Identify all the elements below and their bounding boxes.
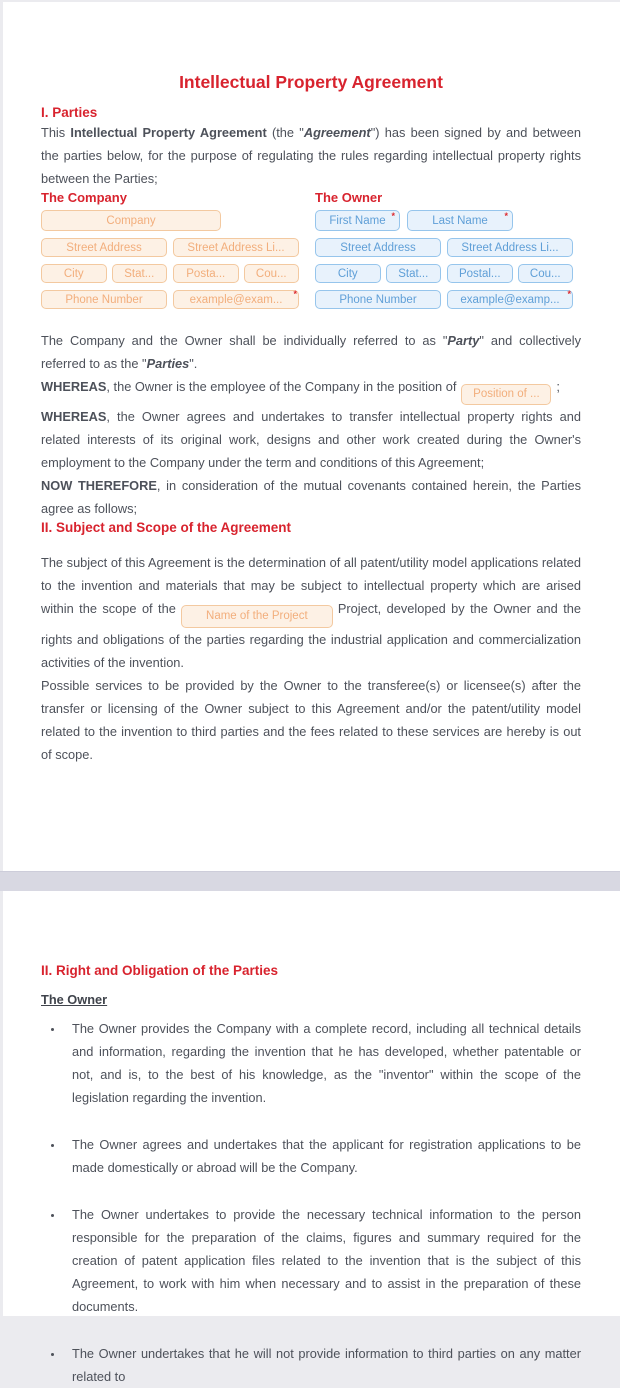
now-therefore-paragraph bbox=[41, 474, 581, 520]
text-run: This bbox=[41, 125, 71, 140]
owner-country-placeholder: Cou... bbox=[529, 267, 561, 280]
owner-state-placeholder: Stat... bbox=[398, 267, 429, 280]
text-run-bold-italic: Agreement bbox=[303, 125, 371, 140]
text-run: ". bbox=[189, 356, 198, 371]
owner-street2-placeholder: Street Address Li... bbox=[461, 241, 559, 254]
project-name-field[interactable] bbox=[181, 605, 333, 628]
company-email-placeholder: example@exam... bbox=[189, 293, 283, 306]
company-state-field[interactable] bbox=[112, 264, 167, 283]
owner-name-row bbox=[315, 210, 580, 231]
text-run: (the " bbox=[266, 125, 304, 140]
company-email-field[interactable] bbox=[173, 290, 299, 309]
owner-last-name-placeholder: Last Name bbox=[432, 214, 488, 227]
list-item: • The Owner agrees and undertakes that the applicant for registration applications to be made domestically or abroad will be the Company. bbox=[64, 1133, 581, 1179]
parties-intro-paragraph bbox=[41, 121, 581, 190]
owner-city-row bbox=[315, 264, 580, 283]
company-name-row bbox=[41, 210, 299, 231]
owner-postal-field[interactable] bbox=[447, 264, 513, 283]
owner-street2-field[interactable] bbox=[447, 238, 573, 257]
company-column-heading: The Company bbox=[41, 190, 127, 205]
position-placeholder: Position of ... bbox=[473, 388, 540, 400]
scope-subject-paragraph bbox=[41, 551, 581, 674]
text-run: ") has been signed by and between the parties below, for the purpose of regulating the rules regarding intellectual property rights between the Parties; bbox=[41, 125, 581, 186]
project-name-placeholder: Name of the Project bbox=[206, 610, 308, 622]
company-name-placeholder: Company bbox=[106, 214, 156, 227]
whereas-transfer-paragraph bbox=[41, 405, 581, 474]
text-run: " and collectively referred to as the " bbox=[41, 333, 581, 371]
section-heading-parties: I. Parties bbox=[41, 105, 98, 120]
owner-postal-placeholder: Postal... bbox=[458, 267, 501, 280]
text-run: ; bbox=[556, 379, 560, 394]
company-street-field[interactable] bbox=[41, 238, 167, 257]
company-city-field[interactable] bbox=[41, 264, 107, 283]
company-street2-field[interactable] bbox=[173, 238, 299, 257]
required-asterisk: * bbox=[567, 289, 571, 299]
company-street-row bbox=[41, 238, 299, 257]
owner-phone-field[interactable] bbox=[315, 290, 441, 309]
agreement-page-2 bbox=[3, 891, 620, 1384]
text-run-bold: WHEREAS bbox=[41, 409, 107, 424]
owner-column-heading: The Owner bbox=[315, 190, 383, 205]
owner-street-field[interactable] bbox=[315, 238, 441, 257]
owner-street-row bbox=[315, 238, 580, 257]
company-street2-placeholder: Street Address Li... bbox=[187, 241, 285, 254]
company-country-field[interactable] bbox=[244, 264, 299, 283]
company-state-placeholder: Stat... bbox=[124, 267, 155, 280]
company-column bbox=[41, 190, 299, 316]
company-postal-field[interactable] bbox=[173, 264, 239, 283]
text-run-bold: NOW THEREFORE bbox=[41, 478, 157, 493]
scope-services-paragraph: Possible services to be provided by the Owner to the transferee(s) or licensee(s) after the transfer or licensing of the Owner subject to this Agreement and/or the patent/utility model related to the invention to third parties and the fees related to these services are hereby is out of scope. bbox=[41, 678, 581, 762]
list-item: • The Owner provides the Company with a complete record, including all technical details and information, regarding the invention that he has developed, whether patentable or not, and is, to the best of his knowledge, as the "inventor" within the scope of the legislation regarding the invention. bbox=[64, 1017, 581, 1109]
text-run: The subject of this Agreement is the determination of all patent/utility model applications related to the invention and materials that may be subject to intellectual property which are arised within the scope of the bbox=[41, 555, 581, 616]
required-asterisk: * bbox=[504, 211, 508, 221]
text-run-bold: Intellectual Property Agreement bbox=[70, 125, 267, 140]
owner-city-field[interactable] bbox=[315, 264, 381, 283]
owner-last-name-field[interactable] bbox=[407, 210, 513, 231]
required-asterisk: * bbox=[293, 289, 297, 299]
owner-email-placeholder: example@examp... bbox=[460, 293, 560, 306]
text-run: , in consideration of the mutual covenants contained herein, the Parties agree as follows; bbox=[41, 478, 582, 516]
company-phone-placeholder: Phone Number bbox=[65, 293, 143, 306]
company-city-row bbox=[41, 264, 299, 283]
text-run: , the Owner is the employee of the Company in the position of bbox=[106, 379, 457, 394]
owner-obligations-list bbox=[41, 1017, 581, 1388]
owner-state-field[interactable] bbox=[386, 264, 441, 283]
company-country-placeholder: Cou... bbox=[255, 267, 287, 280]
owner-contact-row bbox=[315, 290, 580, 309]
section-heading-scope: II. Subject and Scope of the Agreement bbox=[41, 520, 292, 535]
section-heading-rights: II. Right and Obligation of the Parties bbox=[41, 963, 279, 978]
text-run-bold-italic: Party bbox=[447, 333, 480, 348]
text-run-bold: WHEREAS bbox=[41, 379, 107, 394]
text-run: , the Owner agrees and undertakes to transfer intellectual property rights and related interests of its original work, designs and other work created during the Owner's employment to the Company under the term and conditions of this Agreement; bbox=[41, 409, 581, 470]
company-street-placeholder: Street Address bbox=[66, 241, 142, 254]
owner-country-field[interactable] bbox=[518, 264, 573, 283]
owner-column bbox=[315, 190, 580, 316]
document-title: Intellectual Property Agreement bbox=[179, 72, 443, 92]
company-phone-field[interactable] bbox=[41, 290, 167, 309]
text-run: The Company and the Owner shall be individually referred to as " bbox=[41, 333, 448, 348]
company-contact-row bbox=[41, 290, 299, 309]
owner-email-field[interactable] bbox=[447, 290, 573, 309]
company-city-placeholder: City bbox=[63, 267, 84, 280]
list-item: • The Owner undertakes that he will not provide information to third parties on any matter related to bbox=[64, 1342, 581, 1388]
agreement-page-1 bbox=[3, 2, 620, 871]
required-asterisk: * bbox=[391, 211, 395, 221]
party-definition-paragraph bbox=[41, 329, 581, 375]
owner-first-name-field[interactable] bbox=[315, 210, 400, 231]
rights-owner-subheading: The Owner bbox=[41, 992, 108, 1007]
owner-first-name-placeholder: First Name bbox=[329, 214, 386, 227]
list-item: • The Owner undertakes to provide the necessary technical information to the person responsible for the preparation of the claims, figures and summary required for the creation of patent application files related to the invention that is the subject of this Agreement, to work with him when necessary and to assist in the preparation of these documents. bbox=[64, 1203, 581, 1318]
text-run-bold-italic: Parties bbox=[146, 356, 190, 371]
company-name-field[interactable] bbox=[41, 210, 221, 231]
party-form-columns bbox=[41, 190, 581, 316]
company-postal-placeholder: Posta... bbox=[186, 267, 226, 280]
text-run: Project, developed by the Owner and the rights and obligations of the parties regarding the industrial application and commercialization activities of the invention. bbox=[41, 601, 581, 670]
owner-city-placeholder: City bbox=[337, 267, 358, 280]
position-field[interactable] bbox=[461, 384, 551, 405]
owner-phone-placeholder: Phone Number bbox=[339, 293, 417, 306]
whereas-position-paragraph bbox=[41, 375, 581, 405]
owner-street-placeholder: Street Address bbox=[340, 241, 416, 254]
page-break-gap bbox=[0, 871, 620, 891]
